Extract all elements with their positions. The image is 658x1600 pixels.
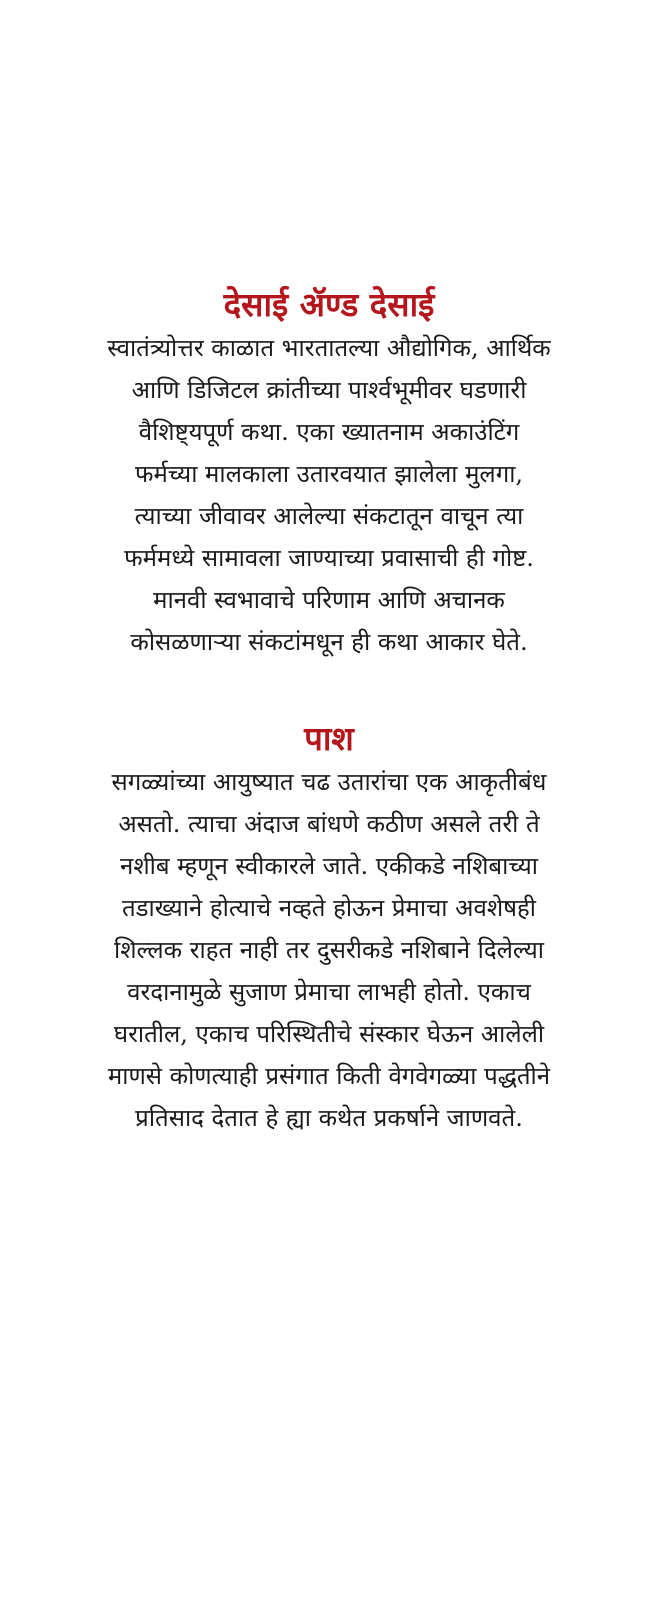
description-line: सगळ्यांच्या आयुष्यात चढ उतारांचा एक आकृतीबंध [111,768,547,796]
description-line: त्याच्या जीवावर आलेल्या संकटातून वाचून त्या [134,502,524,530]
description-line: वरदानामुळे सुजाण प्रेमाचा लाभही होतो. एकाच [127,978,531,1006]
description-line: तडाख्याने होत्याचे नव्हते होऊन प्रेमाचा अवशेषही [122,894,536,922]
description-line: नशीब म्हणून स्वीकारले जाते. एकीकडे नशिबाच्या [120,852,538,880]
description-line: वैशिष्ट्यपूर्ण कथा. एका ख्यातनाम अकाउंटिंग [138,418,520,446]
book-description [40,327,618,663]
description-line: आणि डिजिटल क्रांतीच्या पार्श्वभूमीवर घडणारी [131,376,527,404]
description-line: फर्ममध्ये सामावला जाण्याच्या प्रवासाची ही गोष्ट. [124,544,534,572]
description-line: मानवी स्वभावाचे परिणाम आणि अचानक [153,586,505,614]
book-title: देसाई ॲण्ड देसाई [223,285,435,324]
book-blurb-desai-and-desai [40,283,618,663]
book-description [40,761,618,1139]
description-line: घरातील, एकाच परिस्थितीचे संस्कार घेऊन आलेली [113,1020,545,1048]
description-line: असतो. त्याचा अंदाज बांधणे कठीण असले तरी ते [118,810,540,838]
description-line: फर्मच्या मालकाला उतारवयात झालेला मुलगा, [134,460,524,488]
description-line: प्रतिसाद देतात हे ह्या कथेत प्रकर्षाने जाणवते. [135,1104,523,1132]
description-line: कोसळणाऱ्या संकटांमधून ही कथा आकार घेते. [130,628,528,656]
book-blurb-paash [40,717,618,1139]
description-line: माणसे कोणत्याही प्रसंगात किती वेगवेगळ्या पद्धतीने [107,1062,551,1090]
book-title: पाश [304,719,354,758]
description-line: स्वातंत्र्योत्तर काळात भारतातल्या औद्योगिक, आर्थिक [107,334,551,362]
description-line: शिल्लक राहत नाही तर दुसरीकडे नशिबाने दिलेल्या [114,936,544,964]
